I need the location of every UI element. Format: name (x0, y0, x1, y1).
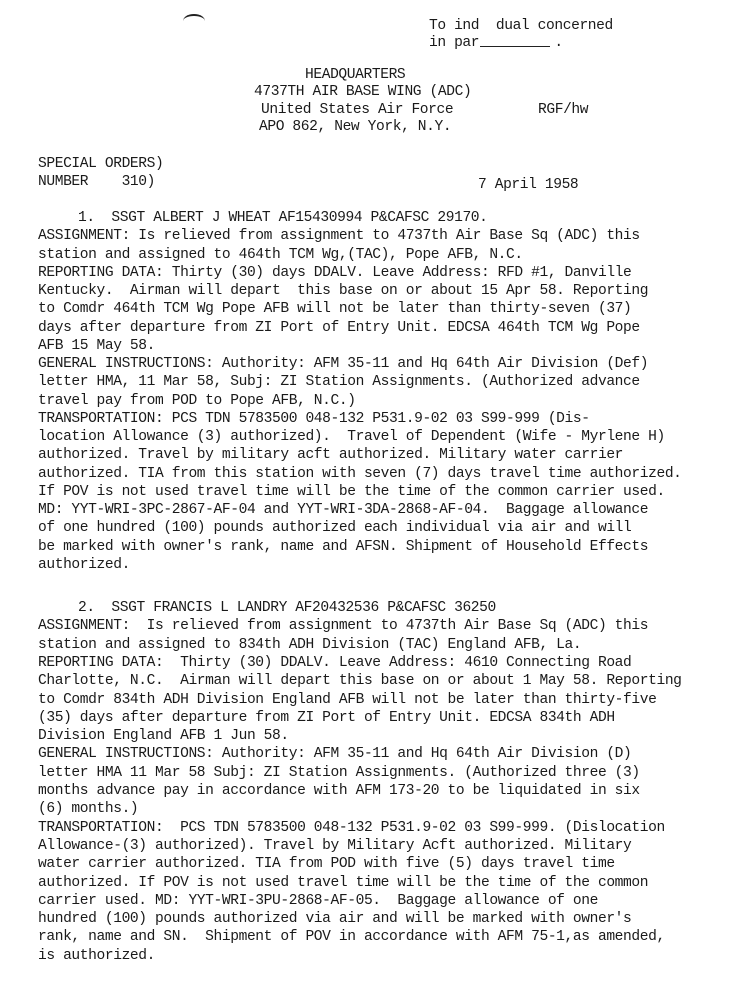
body-line: months advance pay in accordance with AFM 173-20 to be liquidated in six (38, 783, 640, 799)
body-line: rank, name and SN. Shipment of POV in accordance with AFM 75-1,as amended, (38, 929, 665, 946)
header-service: United States Air Force (261, 102, 454, 118)
orders-label-2: NUMBER 310) (38, 174, 156, 190)
body-line: authorized. Travel by military acft authorized. Military water carrier (38, 447, 624, 464)
body-line: station and assigned to 464th TCM Wg,(TAC), Pope AFB, N.C. (38, 246, 523, 263)
body-line: to Comdr 834th ADH Division England AFB will not be later than thirty-five (38, 691, 657, 708)
body-line: 1. SSGT ALBERT J WHEAT AF15430994 P&CAFSC 29170. (78, 210, 488, 226)
body-line: to Comdr 464th TCM Wg Pope AFB will not be later than thirty-seven (37) (38, 301, 632, 318)
header-ref: RGF/hw (538, 102, 589, 118)
body-line: authorized. TIA from this station with seven (7) days travel time authorized. (38, 465, 682, 482)
body-line: authorized. If POV is not used travel time will be the time of the common (38, 874, 649, 891)
body-line: (35) days after departure from ZI Port of Entry Unit. EDCSA 834th ADH (38, 709, 615, 726)
body-line: of one hundred (100) pounds authorized each individual via air and will (38, 520, 632, 537)
body-line: is authorized. (38, 947, 156, 964)
body-line: GENERAL INSTRUCTIONS: Authority: AFM 35-11 and Hq 64th Air Division (Def) (38, 356, 649, 372)
body-line: travel pay from POD to Pope AFB, N.C.) (38, 392, 356, 409)
body-line: Charlotte, N.C. Airman will depart this base on or about 1 May 58. Reporting (38, 673, 682, 690)
header-apo: APO 862, New York, N.Y. (259, 119, 452, 135)
body-line: letter HMA 11 Mar 58 Subj: ZI Station Assignments. (Authorized three (3) (38, 764, 640, 781)
body-line: TRANSPORTATION: PCS TDN 5783500 048-132 P531.9-02 03 S99-999 (Dis- (38, 410, 590, 427)
pencil-mark (183, 14, 205, 28)
body-line: be marked with owner's rank, name and AFSN. Shipment of Household Effects (38, 538, 649, 555)
body-line: GENERAL INSTRUCTIONS: Authority: AFM 35-11 and Hq 64th Air Division (D) (38, 746, 632, 763)
body-line: letter HMA, 11 Mar 58, Subj: ZI Station Assignments. (Authorized advance (38, 374, 640, 391)
body-line: water carrier authorized. TIA from POD with five (5) days travel time (38, 856, 615, 873)
distribution-line-1: To ind dual concerned (429, 18, 613, 34)
body-line: carrier used. MD: YYT-WRI-3PU-2868-AF-05. Baggage allowance of one (38, 892, 598, 909)
body-line: AFB 15 May 58. (38, 337, 156, 354)
body-line: 2. SSGT FRANCIS L LANDRY AF20432536 P&CAFSC 36250 (78, 600, 496, 616)
body-line: authorized. (38, 556, 130, 573)
body-line: MD: YYT-WRI-3PC-2867-AF-04 and YYT-WRI-3DA-2868-AF-04. Baggage allowance (38, 502, 649, 518)
body-line: (6) months.) (38, 801, 139, 818)
body-line: If POV is not used travel time will be the time of the common carrier used. (38, 483, 665, 500)
orders-label-1: SPECIAL ORDERS) (38, 156, 164, 172)
body-line: days after departure from ZI Port of Entry Unit. EDCSA 464th TCM Wg Pope (38, 319, 640, 336)
body-line: hundred (100) pounds authorized via air and will be marked with owner's (38, 911, 632, 928)
body-line: Allowance-(3) authorized). Travel by Military Acft authorized. Military (38, 837, 632, 854)
body-line: ASSIGNMENT: Is relieved from assignment to 4737th Air Base Sq (ADC) this (38, 618, 649, 635)
body-line: station and assigned to 834th ADH Division (TAC) England AFB, La. (38, 636, 582, 653)
body-line: ASSIGNMENT: Is relieved from assignment to 4737th Air Base Sq (ADC) this (38, 228, 640, 245)
blank-underline (480, 46, 550, 47)
orders-date: 7 April 1958 (478, 177, 579, 193)
body-line: REPORTING DATA: Thirty (30) days DDALV. Leave Address: RFD #1, Danville (38, 264, 632, 281)
header-hq: HEADQUARTERS (305, 67, 406, 83)
body-line: location Allowance (3) authorized). Travel of Dependent (Wife - Myrlene H) (38, 429, 665, 445)
distribution-line-2: in par . (429, 35, 563, 51)
body-line: Kentucky. Airman will depart this base on or about 15 Apr 58. Reporting (38, 283, 649, 299)
body-line: REPORTING DATA: Thirty (30) DDALV. Leave Address: 4610 Connecting Road (38, 654, 632, 671)
body-line: TRANSPORTATION: PCS TDN 5783500 048-132 P531.9-02 03 S99-999. (Dislocation (38, 819, 665, 836)
header-unit: 4737TH AIR BASE WING (ADC) (254, 84, 472, 100)
body-line: Division England AFB 1 Jun 58. (38, 728, 289, 745)
